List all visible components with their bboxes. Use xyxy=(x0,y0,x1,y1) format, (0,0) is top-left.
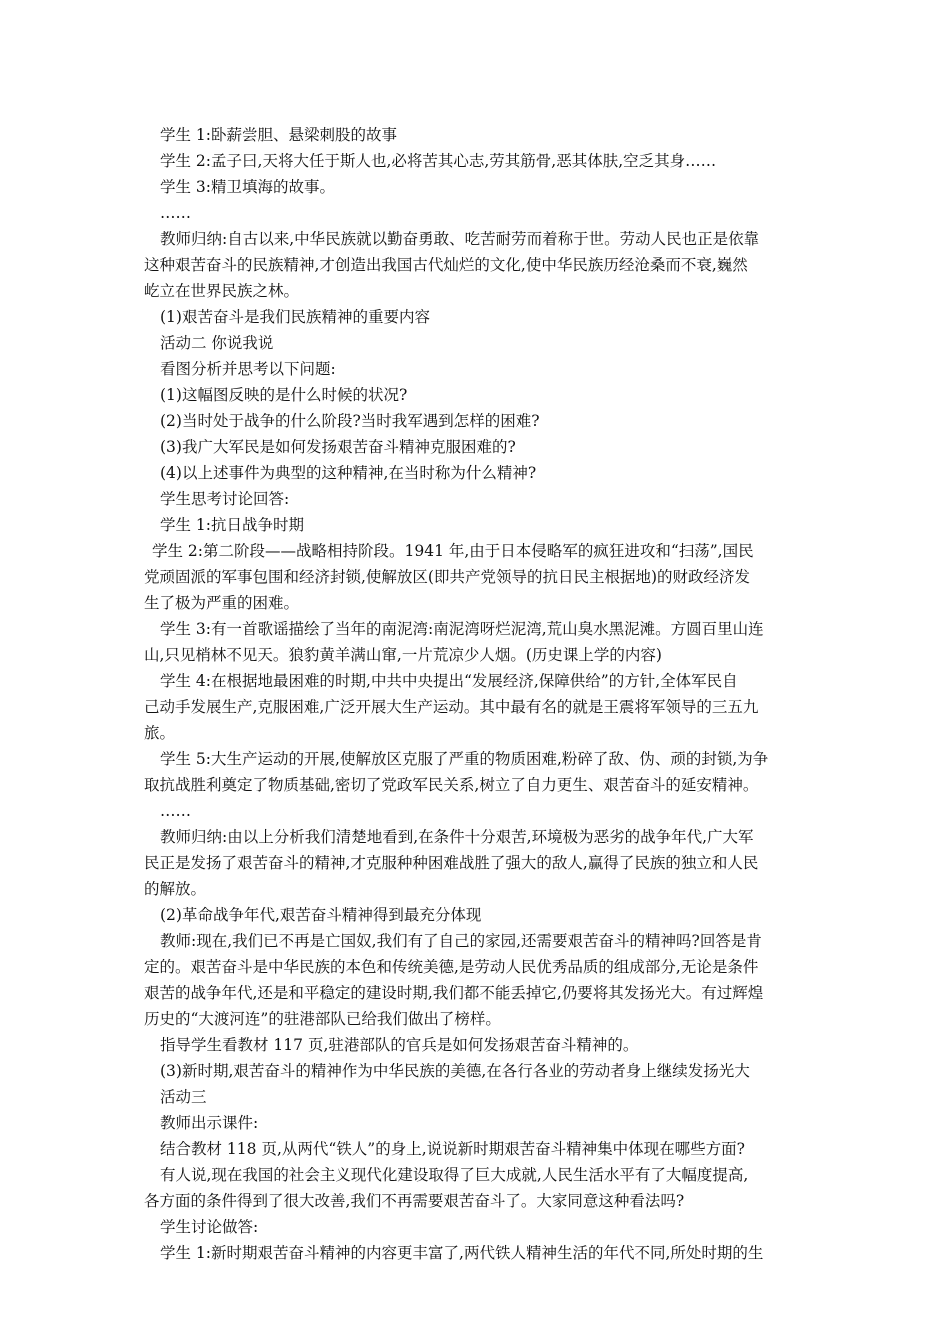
text-line: 学生 3:精卫填海的故事。 xyxy=(160,178,336,196)
text-line: 旅。 xyxy=(144,724,176,742)
text-line: (1)艰苦奋斗是我们民族精神的重要内容 xyxy=(160,308,430,326)
text-line: 生了极为严重的困难。 xyxy=(144,594,300,612)
text-line: (2)革命战争年代,艰苦奋斗精神得到最充分体现 xyxy=(160,906,482,924)
text-line: 的解放。 xyxy=(144,880,207,898)
text-line: 学生 2:孟子曰,天将大任于斯人也,必将苦其心志,劳其筋骨,恶其体肤,空乏其身…… xyxy=(160,152,717,170)
text-line: 艰苦的战争年代,还是和平稳定的建设时期,我们都不能丢掉它,仍要将其发扬光大。有过辉煌 xyxy=(144,984,764,1002)
text-line: (3)新时期,艰苦奋斗的精神作为中华民族的美德,在各行各业的劳动者身上继续发扬光大 xyxy=(160,1062,750,1080)
text-line: 民正是发扬了艰苦奋斗的精神,才克服种种困难战胜了强大的敌人,赢得了民族的独立和人民 xyxy=(144,854,759,872)
text-line: …… xyxy=(160,204,191,222)
text-line: 指导学生看教材 117 页,驻港部队的官兵是如何发扬艰苦奋斗精神的。 xyxy=(160,1036,639,1054)
text-line: 历史的“大渡河连”的驻港部队已给我们做出了榜样。 xyxy=(144,1010,501,1028)
text-line: 屹立在世界民族之林。 xyxy=(144,282,300,300)
text-line: 定的。艰苦奋斗是中华民族的本色和传统美德,是劳动人民优秀品质的组成部分,无论是条件 xyxy=(144,958,759,976)
text-line: 学生 1:抗日战争时期 xyxy=(160,516,305,534)
text-line: 各方面的条件得到了很大改善,我们不再需要艰苦奋斗了。大家同意这种看法吗? xyxy=(144,1192,685,1210)
text-line: 教师出示课件: xyxy=(160,1114,259,1132)
text-line: 学生 5:大生产运动的开展,使解放区克服了严重的物质困难,粉碎了敌、伪、顽的封锁,为争 xyxy=(160,750,769,768)
text-line: 学生 2:第二阶段——战略相持阶段。1941 年,由于日本侵略军的疯狂进攻和“扫荡”,国民 xyxy=(152,542,754,560)
text-line: 教师归纳:自古以来,中华民族就以勤奋勇敢、吃苦耐劳而着称于世。劳动人民也正是依靠 xyxy=(160,230,760,248)
text-line: 学生 3:有一首歌谣描绘了当年的南泥湾:南泥湾呀烂泥湾,荒山臭水黑泥滩。方圆百里山连 xyxy=(160,620,764,638)
document-body xyxy=(144,122,814,1266)
text-line: 活动三 xyxy=(160,1088,207,1106)
text-line: 有人说,现在我国的社会主义现代化建设取得了巨大成就,人民生活水平有了大幅度提高, xyxy=(160,1166,749,1184)
text-line: 活动二 你说我说 xyxy=(160,334,274,352)
text-line: 学生 4:在根据地最困难的时期,中共中央提出“发展经济,保障供给”的方针,全体军民自 xyxy=(160,672,738,690)
text-line: …… xyxy=(160,802,191,820)
text-line: (3)我广大军民是如何发扬艰苦奋斗精神克服困难的? xyxy=(160,438,516,456)
text-line: 己动手发展生产,克服困难,广泛开展大生产运动。其中最有名的就是王震将军领导的三五九 xyxy=(144,698,759,716)
text-line: 学生 1:卧薪尝胆、悬梁刺股的故事 xyxy=(160,126,398,144)
text-line: 看图分析并思考以下问题: xyxy=(160,360,336,378)
text-line: 取抗战胜利奠定了物质基础,密切了党政军民关系,树立了自力更生、艰苦奋斗的延安精神。 xyxy=(144,776,759,794)
text-line: 这种艰苦奋斗的民族精神,才创造出我国古代灿烂的文化,使中华民族历经沧桑而不衰,巍然 xyxy=(144,256,748,274)
text-line: 教师归纳:由以上分析我们清楚地看到,在条件十分艰苦,环境极为恶劣的战争年代,广大军 xyxy=(160,828,754,846)
text-line: (1)这幅图反映的是什么时候的状况? xyxy=(160,386,408,404)
text-line: 学生思考讨论回答: xyxy=(160,490,290,508)
text-line: 教师:现在,我们已不再是亡国奴,我们有了自己的家园,还需要艰苦奋斗的精神吗?回答是肯 xyxy=(160,932,762,950)
text-line: 结合教材 118 页,从两代“铁人”的身上,说说新时期艰苦奋斗精神集中体现在哪些方面? xyxy=(160,1140,745,1158)
text-line: 山,只见梢林不见天。狼豹黄羊满山窜,一片荒凉少人烟。(历史课上学的内容) xyxy=(144,646,662,664)
text-line: 党顽固派的军事包围和经济封锁,使解放区(即共产党领导的抗日民主根据地)的财政经济发 xyxy=(144,568,751,586)
text-line: (2)当时处于战争的什么阶段?当时我军遇到怎样的困难? xyxy=(160,412,540,430)
text-line: 学生讨论做答: xyxy=(160,1218,259,1236)
text-line: (4)以上述事件为典型的这种精神,在当时称为什么精神? xyxy=(160,464,537,482)
text-line: 学生 1:新时期艰苦奋斗精神的内容更丰富了,两代铁人精神生活的年代不同,所处时期的生 xyxy=(160,1244,764,1262)
